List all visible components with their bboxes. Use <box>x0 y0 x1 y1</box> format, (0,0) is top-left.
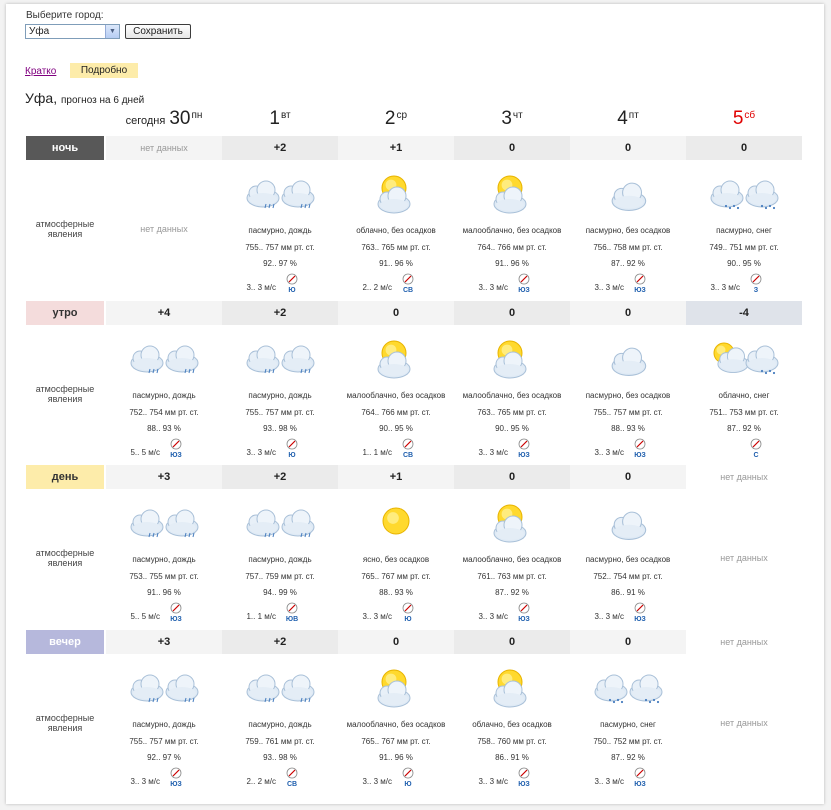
cloud-rain-icon <box>106 335 222 383</box>
weather-description: ясно, без осадков <box>362 555 430 564</box>
wind-direction-label: СВ <box>402 452 414 459</box>
temperature-cell: 0 <box>338 301 454 325</box>
day-number: 30 <box>169 108 191 129</box>
wind-direction-label: Ю <box>288 452 296 459</box>
pressure-value: 758.. 760 мм рт. ст. <box>477 737 547 746</box>
weather-description: малооблачно, без осадков <box>462 391 562 400</box>
wind-speed: 5.. 5 м/с <box>130 448 160 457</box>
wind-compass-icon <box>402 772 414 781</box>
wind-direction <box>169 767 183 789</box>
weather-description: малооблачно, без осадков <box>346 391 446 400</box>
temperature-cell: +2 <box>222 136 338 160</box>
wind-direction <box>285 767 299 789</box>
temperature-cell: +4 <box>106 301 222 325</box>
humidity-value: 91.. 96 % <box>379 753 413 762</box>
wind-compass-icon <box>518 443 530 452</box>
wind-compass-icon <box>518 607 530 616</box>
weather-description: пасмурно, без осадков <box>585 555 671 564</box>
wind-speed: 3.. 3 м/с <box>246 448 276 457</box>
pressure-value: 765.. 767 мм рт. ст. <box>361 572 431 581</box>
wind-direction-label: ЮЗ <box>634 781 646 788</box>
pressure-value: 763.. 765 мм рт. ст. <box>361 243 431 252</box>
phenomena-label: атмосферные явления <box>35 384 95 404</box>
wind-direction <box>749 273 763 295</box>
wind-compass-icon <box>286 772 298 781</box>
temperature-cell: +3 <box>106 465 222 489</box>
wind-direction-label: ЮЗ <box>518 287 530 294</box>
wind-speed: 3.. 3 м/с <box>594 448 624 457</box>
cloud-icon <box>570 170 686 218</box>
today-label: сегодня <box>125 115 166 127</box>
wind-block <box>570 602 686 624</box>
sun-cloud-icon <box>454 499 570 547</box>
wind-direction-label: СВ <box>286 781 298 788</box>
wind-speed: 3.. 3 м/с <box>594 283 624 292</box>
weather-description: малооблачно, без осадков <box>462 555 562 564</box>
wind-compass-icon <box>170 443 182 452</box>
forecast-page <box>6 4 824 804</box>
pressure-value: 753.. 755 мм рт. ст. <box>129 572 199 581</box>
wind-direction <box>285 273 299 295</box>
wind-compass-icon <box>286 443 298 452</box>
humidity-value: 90.. 95 % <box>495 424 529 433</box>
period-label: день <box>26 465 104 489</box>
wind-direction <box>401 273 415 295</box>
period-temp-band <box>26 465 802 489</box>
wind-direction-label: ЮЗ <box>634 287 646 294</box>
cloud-rain-icon <box>222 335 338 383</box>
wind-block <box>106 602 222 624</box>
temperature-cell: 0 <box>570 465 686 489</box>
wind-compass-icon <box>402 278 414 287</box>
temperature-cell: 0 <box>338 630 454 654</box>
wind-block <box>338 767 454 789</box>
day-of-week: пт <box>628 110 639 121</box>
temperature-cell: 0 <box>454 465 570 489</box>
weather-description: малооблачно, без осадков <box>462 226 562 235</box>
humidity-value: 86.. 91 % <box>495 753 529 762</box>
temperature-cell: +1 <box>338 136 454 160</box>
pressure-value: 763.. 765 мм рт. ст. <box>477 408 547 417</box>
day-of-week: сб <box>744 110 756 121</box>
wind-block <box>222 602 338 624</box>
day-of-week: вт <box>280 110 291 121</box>
day-header <box>338 108 454 134</box>
humidity-value: 93.. 98 % <box>263 424 297 433</box>
weather-description: облачно, без осадков <box>472 720 552 729</box>
wind-direction <box>285 438 299 460</box>
humidity-value: 92.. 97 % <box>263 259 297 268</box>
pressure-value: 752.. 754 мм рт. ст. <box>593 572 663 581</box>
wind-direction-label: ЮЗ <box>634 616 646 623</box>
city-label: Выберите город: <box>26 10 104 21</box>
wind-block <box>570 767 686 789</box>
wind-direction <box>401 602 415 624</box>
cloud-rain-icon <box>222 664 338 712</box>
wind-block <box>686 438 802 460</box>
wind-direction <box>749 438 763 460</box>
phenomena-label: атмосферные явления <box>35 713 95 733</box>
wind-direction-label: С <box>753 452 759 459</box>
day-header <box>686 108 802 134</box>
humidity-value: 87.. 92 % <box>611 753 645 762</box>
wind-block <box>570 438 686 460</box>
period-temp-band <box>26 630 802 654</box>
humidity-value: 94.. 99 % <box>263 588 297 597</box>
humidity-value: 87.. 92 % <box>727 424 761 433</box>
wind-compass-icon <box>286 607 298 616</box>
temperature-cell: 0 <box>454 630 570 654</box>
wind-block <box>570 273 686 295</box>
wind-block <box>454 602 570 624</box>
wind-direction-label: ЮЗ <box>518 781 530 788</box>
cloud-snow-icon <box>686 170 802 218</box>
phenomena-label: атмосферные явления <box>35 548 95 568</box>
wind-block <box>338 273 454 295</box>
wind-speed: 3.. 3 м/с <box>710 283 740 292</box>
wind-speed: 1.. 1 м/с <box>246 612 276 621</box>
wind-compass-icon <box>634 278 646 287</box>
pressure-value: 755.. 757 мм рт. ст. <box>129 737 199 746</box>
period-label: ночь <box>26 136 104 160</box>
period-temp-band <box>26 136 802 160</box>
cloud-icon <box>570 499 686 547</box>
wind-block <box>454 767 570 789</box>
wind-direction <box>285 602 299 624</box>
wind-speed: 3.. 3 м/с <box>362 612 392 621</box>
day-number: 4 <box>617 108 628 129</box>
cloud-icon <box>570 335 686 383</box>
city-select[interactable] <box>25 24 120 39</box>
wind-block <box>454 438 570 460</box>
humidity-value: 86.. 91 % <box>611 588 645 597</box>
wind-compass-icon <box>634 443 646 452</box>
wind-compass-icon <box>402 443 414 452</box>
temperature-cell: +3 <box>106 630 222 654</box>
day-header <box>106 108 222 134</box>
wind-direction <box>169 602 183 624</box>
temperature-cell: 0 <box>454 136 570 160</box>
sun-cloud-icon <box>454 335 570 383</box>
wind-direction-label: Ю <box>288 287 296 294</box>
humidity-value: 87.. 92 % <box>611 259 645 268</box>
weather-description: пасмурно, дождь <box>248 555 312 564</box>
temperature-cell: нет данных <box>720 637 768 647</box>
cloud-snow-icon <box>570 664 686 712</box>
weather-description: малооблачно, без осадков <box>346 720 446 729</box>
wind-direction <box>633 438 647 460</box>
wind-direction <box>633 767 647 789</box>
wind-block <box>338 602 454 624</box>
temperature-cell: 0 <box>686 136 802 160</box>
wind-speed: 3.. 3 м/с <box>478 612 508 621</box>
temperature-cell: 0 <box>570 630 686 654</box>
wind-speed: 3.. 3 м/с <box>130 777 160 786</box>
wind-direction-label: ЮЗ <box>170 452 182 459</box>
wind-compass-icon <box>750 278 762 287</box>
wind-direction <box>517 602 531 624</box>
city-select-value: Уфа <box>29 26 50 37</box>
wind-compass-icon <box>402 607 414 616</box>
humidity-value: 88.. 93 % <box>147 424 181 433</box>
wind-direction-label: ЮЗ <box>634 452 646 459</box>
no-data-text: нет данных <box>140 224 188 234</box>
pressure-value: 755.. 757 мм рт. ст. <box>245 243 315 252</box>
temperature-cell: +2 <box>222 465 338 489</box>
wind-speed: 5.. 5 м/с <box>130 612 160 621</box>
wind-speed: 1.. 1 м/с <box>362 448 392 457</box>
weather-description: пасмурно, без осадков <box>585 391 671 400</box>
temperature-cell: нет данных <box>720 472 768 482</box>
pressure-value: 764.. 766 мм рт. ст. <box>361 408 431 417</box>
sun-icon <box>338 499 454 547</box>
wind-direction <box>169 438 183 460</box>
period-label: утро <box>26 301 104 325</box>
weather-description: облачно, снег <box>718 391 770 400</box>
period-temp-band <box>26 301 802 325</box>
weather-description: пасмурно, дождь <box>248 226 312 235</box>
wind-direction-label: ЮЗ <box>518 452 530 459</box>
temperature-cell: +1 <box>338 465 454 489</box>
wind-speed: 3.. 3 м/с <box>362 777 392 786</box>
humidity-value: 90.. 95 % <box>727 259 761 268</box>
wind-direction-label: ЮЗ <box>170 781 182 788</box>
wind-direction-label: ЮЗ <box>170 616 182 623</box>
wind-direction <box>401 438 415 460</box>
wind-block <box>686 273 802 295</box>
temperature-cell: +2 <box>222 630 338 654</box>
wind-direction-label: ЮВ <box>285 616 299 623</box>
wind-compass-icon <box>750 443 762 452</box>
wind-direction <box>633 273 647 295</box>
temperature-cell: нет данных <box>106 136 222 160</box>
wind-direction-label: Ю <box>404 616 412 623</box>
weather-description: пасмурно, снег <box>600 720 656 729</box>
day-header <box>222 108 338 134</box>
wind-block <box>106 767 222 789</box>
day-header <box>570 108 686 134</box>
weather-description: пасмурно, дождь <box>132 720 196 729</box>
day-number: 5 <box>732 108 744 129</box>
tab-full[interactable]: Подробно <box>70 63 138 78</box>
title-city: Уфа, <box>25 90 58 106</box>
wind-speed: 3.. 3 м/с <box>478 448 508 457</box>
pressure-value: 764.. 766 мм рт. ст. <box>477 243 547 252</box>
pressure-value: 755.. 757 мм рт. ст. <box>593 408 663 417</box>
cloud-rain-icon <box>222 170 338 218</box>
wind-block <box>454 273 570 295</box>
humidity-value: 88.. 93 % <box>379 588 413 597</box>
weather-description: пасмурно, без осадков <box>585 226 671 235</box>
sun-cloud-snow-icon <box>686 335 802 383</box>
wind-compass-icon <box>518 278 530 287</box>
wind-block <box>106 438 222 460</box>
humidity-value: 91.. 96 % <box>495 259 529 268</box>
wind-compass-icon <box>634 772 646 781</box>
wind-direction <box>401 767 415 789</box>
cloud-rain-icon <box>106 664 222 712</box>
temperature-cell: 0 <box>570 136 686 160</box>
pressure-value: 755.. 757 мм рт. ст. <box>245 408 315 417</box>
weather-description: пасмурно, дождь <box>132 391 196 400</box>
pressure-value: 761.. 763 мм рт. ст. <box>477 572 547 581</box>
wind-direction-label: Ю <box>404 781 412 788</box>
save-button[interactable]: Сохранить <box>125 24 191 39</box>
wind-speed: 3.. 3 м/с <box>246 283 276 292</box>
wind-block <box>222 438 338 460</box>
sun-cloud-icon <box>454 664 570 712</box>
pressure-value: 759.. 761 мм рт. ст. <box>245 737 315 746</box>
day-of-week: ср <box>396 110 408 121</box>
temperature-cell: -4 <box>686 301 802 325</box>
tab-short[interactable]: Кратко <box>25 66 57 77</box>
day-of-week: чт <box>512 110 523 121</box>
wind-compass-icon <box>518 772 530 781</box>
humidity-value: 88.. 93 % <box>611 424 645 433</box>
weather-description: пасмурно, дождь <box>132 555 196 564</box>
pressure-value: 751.. 753 мм рт. ст. <box>709 408 779 417</box>
cloud-rain-icon <box>222 499 338 547</box>
title-subtitle: прогноз на 6 дней <box>60 95 145 106</box>
day-number: 1 <box>269 108 280 129</box>
no-data-text: нет данных <box>720 553 768 563</box>
wind-speed: 3.. 3 м/с <box>594 612 624 621</box>
wind-direction-label: СВ <box>402 287 414 294</box>
day-number: 2 <box>384 108 396 129</box>
pressure-value: 756.. 758 мм рт. ст. <box>593 243 663 252</box>
day-of-week: пн <box>191 110 203 121</box>
sun-cloud-icon <box>338 664 454 712</box>
weather-description: пасмурно, дождь <box>248 720 312 729</box>
sun-cloud-icon <box>338 335 454 383</box>
wind-compass-icon <box>634 607 646 616</box>
wind-block <box>222 273 338 295</box>
weather-description: облачно, без осадков <box>356 226 436 235</box>
no-data-text: нет данных <box>720 718 768 728</box>
wind-direction-label: З <box>753 287 759 294</box>
humidity-value: 92.. 97 % <box>147 753 181 762</box>
day-number: 3 <box>501 108 512 129</box>
cloud-rain-icon <box>106 499 222 547</box>
pressure-value: 752.. 754 мм рт. ст. <box>129 408 199 417</box>
period-label: вечер <box>26 630 104 654</box>
chevron-down-icon[interactable]: ▼ <box>105 25 119 38</box>
sun-cloud-icon <box>338 170 454 218</box>
wind-compass-icon <box>170 772 182 781</box>
humidity-value: 91.. 96 % <box>379 259 413 268</box>
pressure-value: 750.. 752 мм рт. ст. <box>593 737 663 746</box>
page-title <box>25 90 144 106</box>
wind-speed: 3.. 3 м/с <box>478 777 508 786</box>
humidity-value: 87.. 92 % <box>495 588 529 597</box>
wind-block <box>222 767 338 789</box>
wind-speed: 2.. 2 м/с <box>246 777 276 786</box>
humidity-value: 90.. 95 % <box>379 424 413 433</box>
humidity-value: 91.. 96 % <box>147 588 181 597</box>
pressure-value: 765.. 767 мм рт. ст. <box>361 737 431 746</box>
temperature-cell: 0 <box>454 301 570 325</box>
weather-description: пасмурно, снег <box>716 226 772 235</box>
wind-direction <box>517 273 531 295</box>
wind-direction <box>633 602 647 624</box>
wind-direction-label: ЮЗ <box>518 616 530 623</box>
temperature-cell: 0 <box>570 301 686 325</box>
weather-description: пасмурно, дождь <box>248 391 312 400</box>
day-header <box>454 108 570 134</box>
humidity-value: 93.. 98 % <box>263 753 297 762</box>
wind-compass-icon <box>170 607 182 616</box>
phenomena-label: атмосферные явления <box>35 219 95 239</box>
pressure-value: 757.. 759 мм рт. ст. <box>245 572 315 581</box>
wind-block <box>338 438 454 460</box>
wind-compass-icon <box>286 278 298 287</box>
temperature-cell: +2 <box>222 301 338 325</box>
wind-speed: 3.. 3 м/с <box>594 777 624 786</box>
wind-direction <box>517 438 531 460</box>
sun-cloud-icon <box>454 170 570 218</box>
wind-speed: 3.. 3 м/с <box>478 283 508 292</box>
pressure-value: 749.. 751 мм рт. ст. <box>709 243 779 252</box>
wind-direction <box>517 767 531 789</box>
wind-speed: 2.. 2 м/с <box>362 283 392 292</box>
